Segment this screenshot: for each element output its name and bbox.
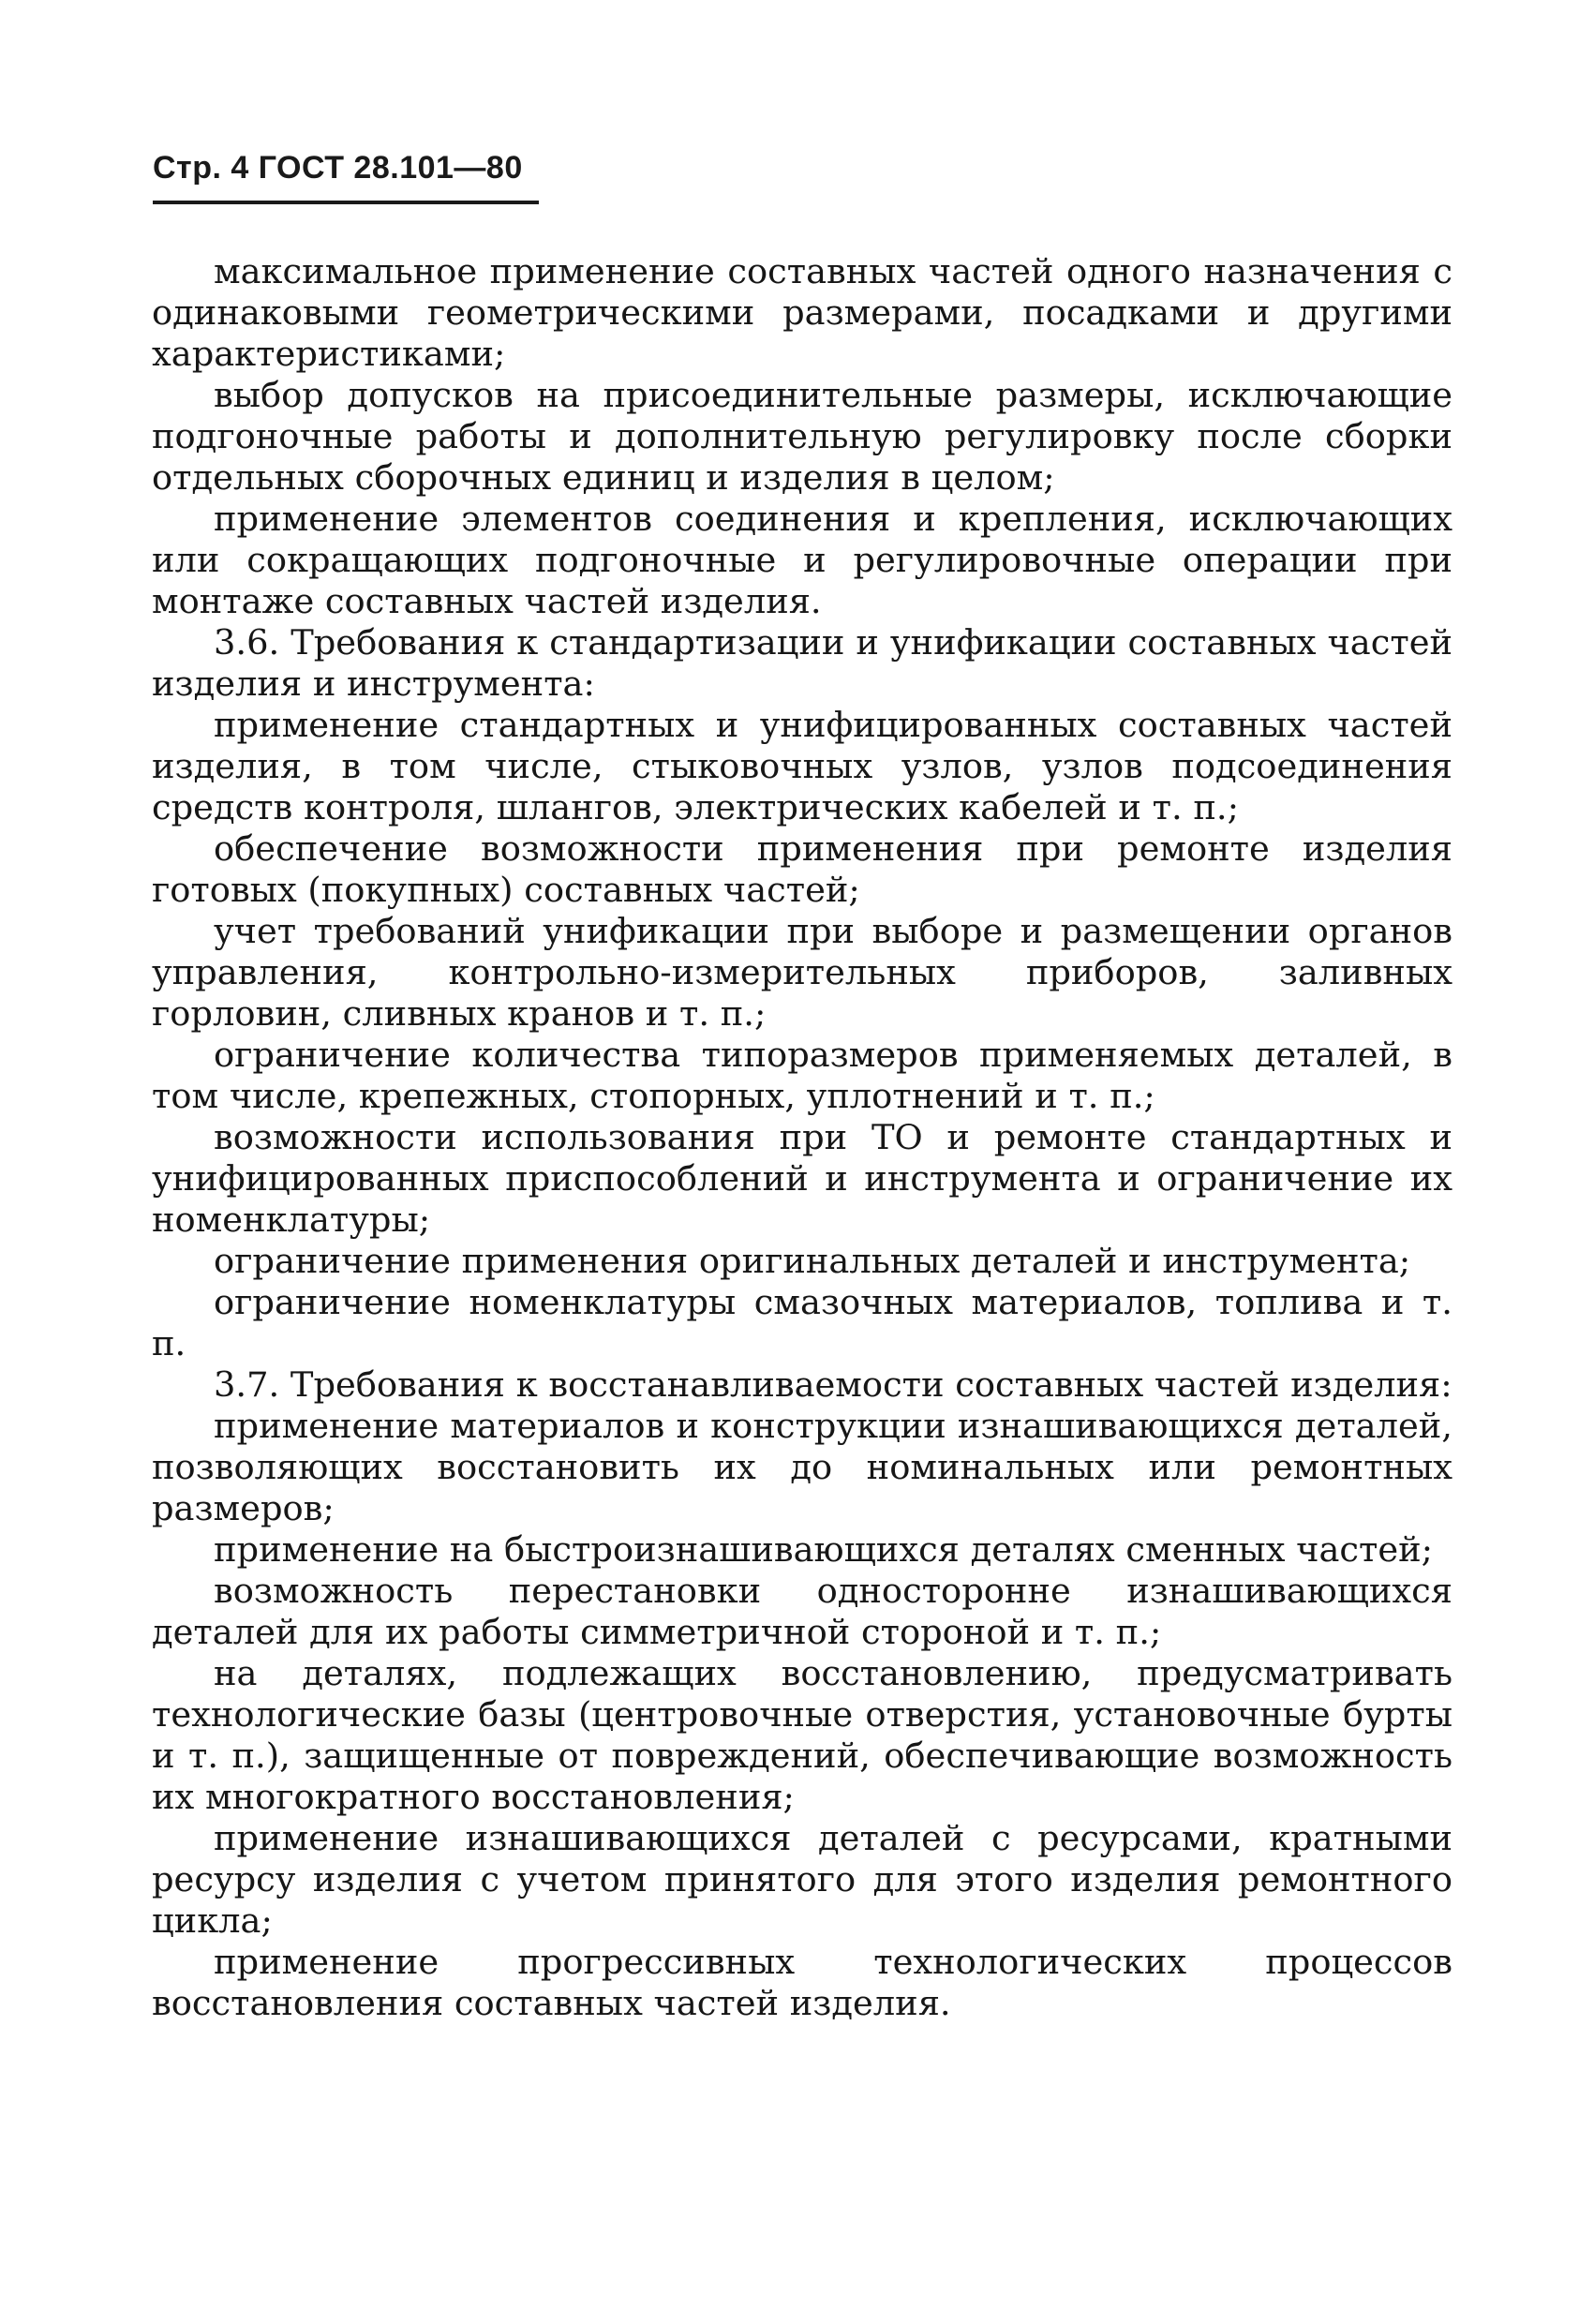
paragraph: на деталях, подлежащих восстановлению, предусматривать технологические базы (центровочные отверстия, установочные бурты и т. п.), защищенные от повреждений, обеспечивающие возможность их многократного восстановления; bbox=[152, 1653, 1452, 1817]
paragraph: выбор допусков на присоединительные размеры, исключающие подгоночные работы и дополнительную регулировку после сборки отдельных сборочных единиц и изделия в целом; bbox=[152, 375, 1452, 498]
header-rule bbox=[153, 201, 539, 204]
page-header bbox=[153, 150, 523, 186]
page-number: Стр. 4 bbox=[153, 150, 249, 186]
paragraph: учет требований унификации при выборе и размещении органов управления, контрольно-измерительных приборов, заливных горловин, сливных кранов и т. п.; bbox=[152, 911, 1452, 1034]
paragraph: возможность перестановки односторонне изнашивающихся деталей для их работы симметричной стороной и т. п.; bbox=[152, 1571, 1452, 1652]
paragraph: применение материалов и конструкции изнашивающихся деталей, позволяющих восстановить их до номинальных или ремонтных размеров; bbox=[152, 1406, 1452, 1528]
paragraph: ограничение номенклатуры смазочных материалов, топлива и т. п. bbox=[152, 1282, 1452, 1363]
paragraph: применение на быстроизнашивающихся деталях сменных частей; bbox=[214, 1529, 1434, 1570]
paragraph: возможности использования при ТО и ремонте стандартных и унифицированных приспособлений и инструмента и ограничение их номенклатуры; bbox=[152, 1117, 1452, 1240]
paragraph: применение стандартных и унифицированных составных частей изделия, в том числе, стыковочных узлов, узлов подсоединения средств контроля, шлангов, электрических кабелей и т. п.; bbox=[152, 705, 1452, 827]
paragraph: ограничение применения оригинальных деталей и инструмента; bbox=[214, 1241, 1411, 1281]
section-heading-3-6: 3.6. Требования к стандартизации и унификации составных частей изделия и инструмента: bbox=[152, 622, 1452, 704]
section-heading-3-7: 3.7. Требования к восстанавливаемости составных частей изделия: bbox=[214, 1364, 1452, 1405]
paragraph: максимальное применение составных частей одного назначения с одинаковыми геометрическими размерами, посадками и другими характеристиками; bbox=[152, 251, 1452, 374]
document-body bbox=[152, 251, 1452, 2024]
paragraph: ограничение количества типоразмеров применяемых деталей, в том числе, крепежных, стопорных, уплотнений и т. п.; bbox=[152, 1035, 1452, 1116]
paragraph: применение элементов соединения и крепления, исключающих или сокращающих подгоночные и регулировочные операции при монтаже составных частей изделия. bbox=[152, 499, 1452, 621]
paragraph: применение прогрессивных технологических процессов восстановления составных частей изделия. bbox=[152, 1942, 1452, 2023]
standard-number: ГОСТ 28.101—80 bbox=[258, 150, 523, 186]
paragraph: обеспечение возможности применения при ремонте изделия готовых (покупных) составных частей; bbox=[152, 828, 1452, 910]
paragraph: применение изнашивающихся деталей с ресурсами, кратными ресурсу изделия с учетом принятого для этого изделия ремонтного цикла; bbox=[152, 1818, 1452, 1941]
